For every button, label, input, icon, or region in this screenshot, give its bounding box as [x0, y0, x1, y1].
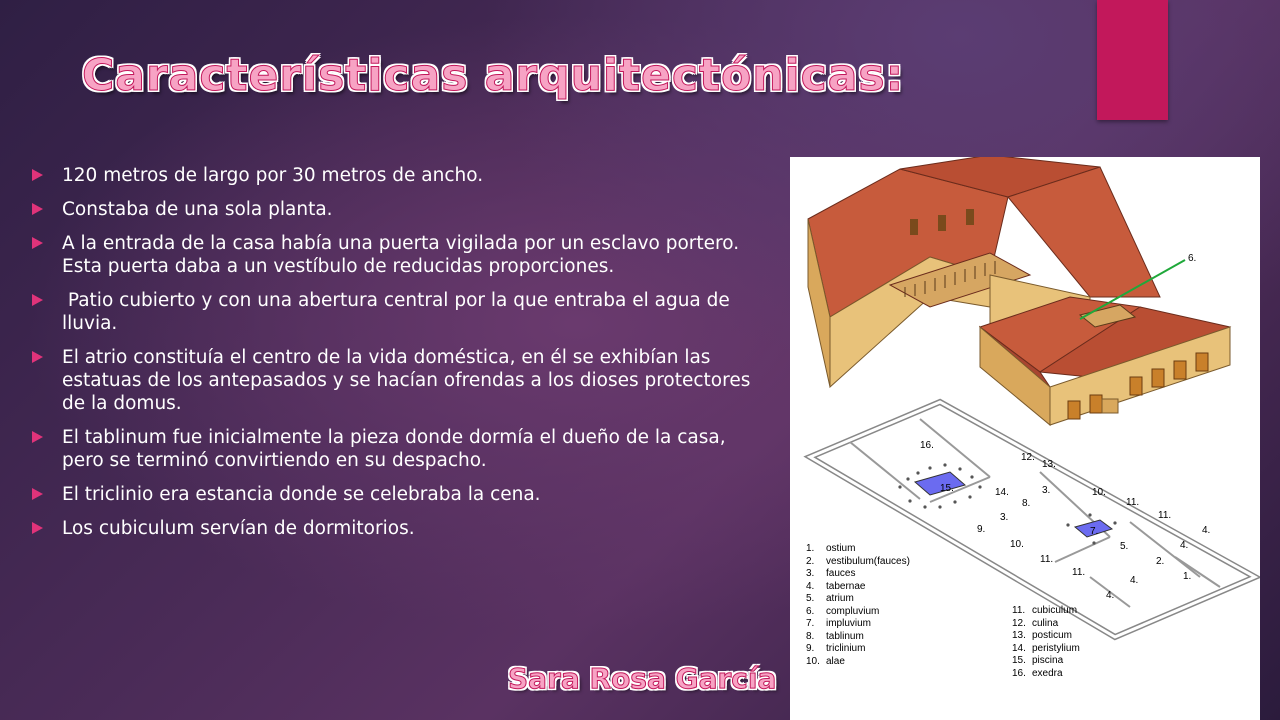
legend-item: 9. triclinium: [806, 643, 866, 654]
plan-label: 11.: [1126, 497, 1140, 508]
bullet-text: El atrio constituía el centro de la vida doméstica, en él se exhibían las estatuas de los antepasados y se hacían ofrendas a los dioses protectores de la domus.: [62, 347, 751, 414]
legend-item: 8. tablinum: [806, 630, 864, 642]
legend-item: 3. fauces: [806, 568, 856, 579]
list-item: [32, 517, 762, 540]
bullet-text: Constaba de una sola planta.: [62, 199, 333, 220]
legend-item: 5. atrium: [806, 593, 854, 604]
plan-label: 13.: [1042, 459, 1056, 470]
plan-label: 15.: [940, 483, 954, 494]
plan-label: 4.: [1106, 590, 1115, 601]
legend-item: 7. impluvium: [806, 618, 872, 629]
triangle-right-icon: [32, 351, 43, 363]
list-item: [32, 346, 762, 415]
plan-label: 3.: [1000, 512, 1009, 523]
legend-item: 16. exedra: [1012, 667, 1063, 679]
triangle-right-icon: [32, 294, 43, 306]
legend-item: 12. culina: [1012, 617, 1059, 629]
plan-label: 7.: [1090, 526, 1099, 537]
plan-label: 11.: [1158, 510, 1172, 521]
legend-item: 1. ostium: [806, 543, 856, 554]
plan-label: 9.: [977, 524, 986, 535]
plan-label: 12.: [1021, 452, 1035, 463]
accent-bar: [1097, 0, 1168, 120]
triangle-right-icon: [32, 203, 43, 215]
legend-item: 13. posticum: [1012, 630, 1073, 641]
plan-label: 2.: [1156, 556, 1165, 567]
bullet-text: 120 metros de largo por 30 metros de ancho.: [62, 165, 484, 186]
legend-item: 2. vestibulum(fauces): [806, 555, 910, 567]
legend-item: 15. piscina: [1012, 655, 1064, 666]
list-item: [32, 164, 762, 187]
bullet-text: El triclinio era estancia donde se celebraba la cena.: [62, 484, 541, 505]
bullet-list: [32, 164, 762, 551]
legend-item: 11. cubiculum: [1012, 605, 1078, 616]
legend-item: 4. tabernae: [806, 580, 866, 592]
triangle-right-icon: [32, 431, 43, 443]
legend-item: 10. alae: [806, 655, 845, 667]
list-item: [32, 426, 762, 472]
plan-label: 16.: [920, 440, 934, 451]
plan-label: 3.: [1042, 485, 1051, 496]
list-item: [32, 289, 762, 335]
plan-label: 8.: [1022, 498, 1031, 509]
callout-label: 6.: [1188, 253, 1197, 264]
triangle-right-icon: [32, 488, 43, 500]
plan-label: 10.: [1092, 487, 1106, 498]
plan-label: 10.: [1010, 539, 1024, 550]
bullet-text: A la entrada de la casa había una puerta vigilada por un esclavo portero. Esta puerta daba a un vestíbulo de reducidas proporciones.: [62, 233, 740, 277]
bullet-text: Los cubiculum servían de dormitorios.: [62, 518, 415, 539]
legend-item: 6. compluvium: [806, 605, 880, 617]
legend-right: [1012, 605, 1080, 680]
bullet-text: Patio cubierto y con una abertura central por la que entraba el agua de lluvia.: [62, 290, 736, 334]
legend-item: 14. peristylium: [1012, 642, 1080, 654]
plan-label: 1.: [1183, 571, 1192, 582]
list-item: [32, 232, 762, 278]
triangle-right-icon: [32, 522, 43, 534]
legend-left: [806, 543, 910, 668]
slide-title: Características arquitectónicas:: [82, 50, 905, 101]
author-name: Sara Rosa García: [508, 662, 777, 695]
domus-illustration: [790, 157, 1260, 720]
list-item: [32, 198, 762, 221]
plan-label: 11.: [1040, 554, 1054, 565]
triangle-right-icon: [32, 237, 43, 249]
list-item: [32, 483, 762, 506]
plan-label: 4.: [1202, 525, 1211, 536]
plan-label: 5.: [1120, 541, 1129, 552]
plan-label: 11.: [1072, 567, 1086, 578]
plan-label: 14.: [995, 487, 1009, 498]
plan-label: 4.: [1180, 540, 1189, 551]
plan-label: 4.: [1130, 575, 1139, 586]
bullet-text: El tablinum fue inicialmente la pieza donde dormía el dueño de la casa, pero se terminó convirtiendo en su despacho.: [62, 427, 726, 471]
triangle-right-icon: [32, 169, 43, 181]
